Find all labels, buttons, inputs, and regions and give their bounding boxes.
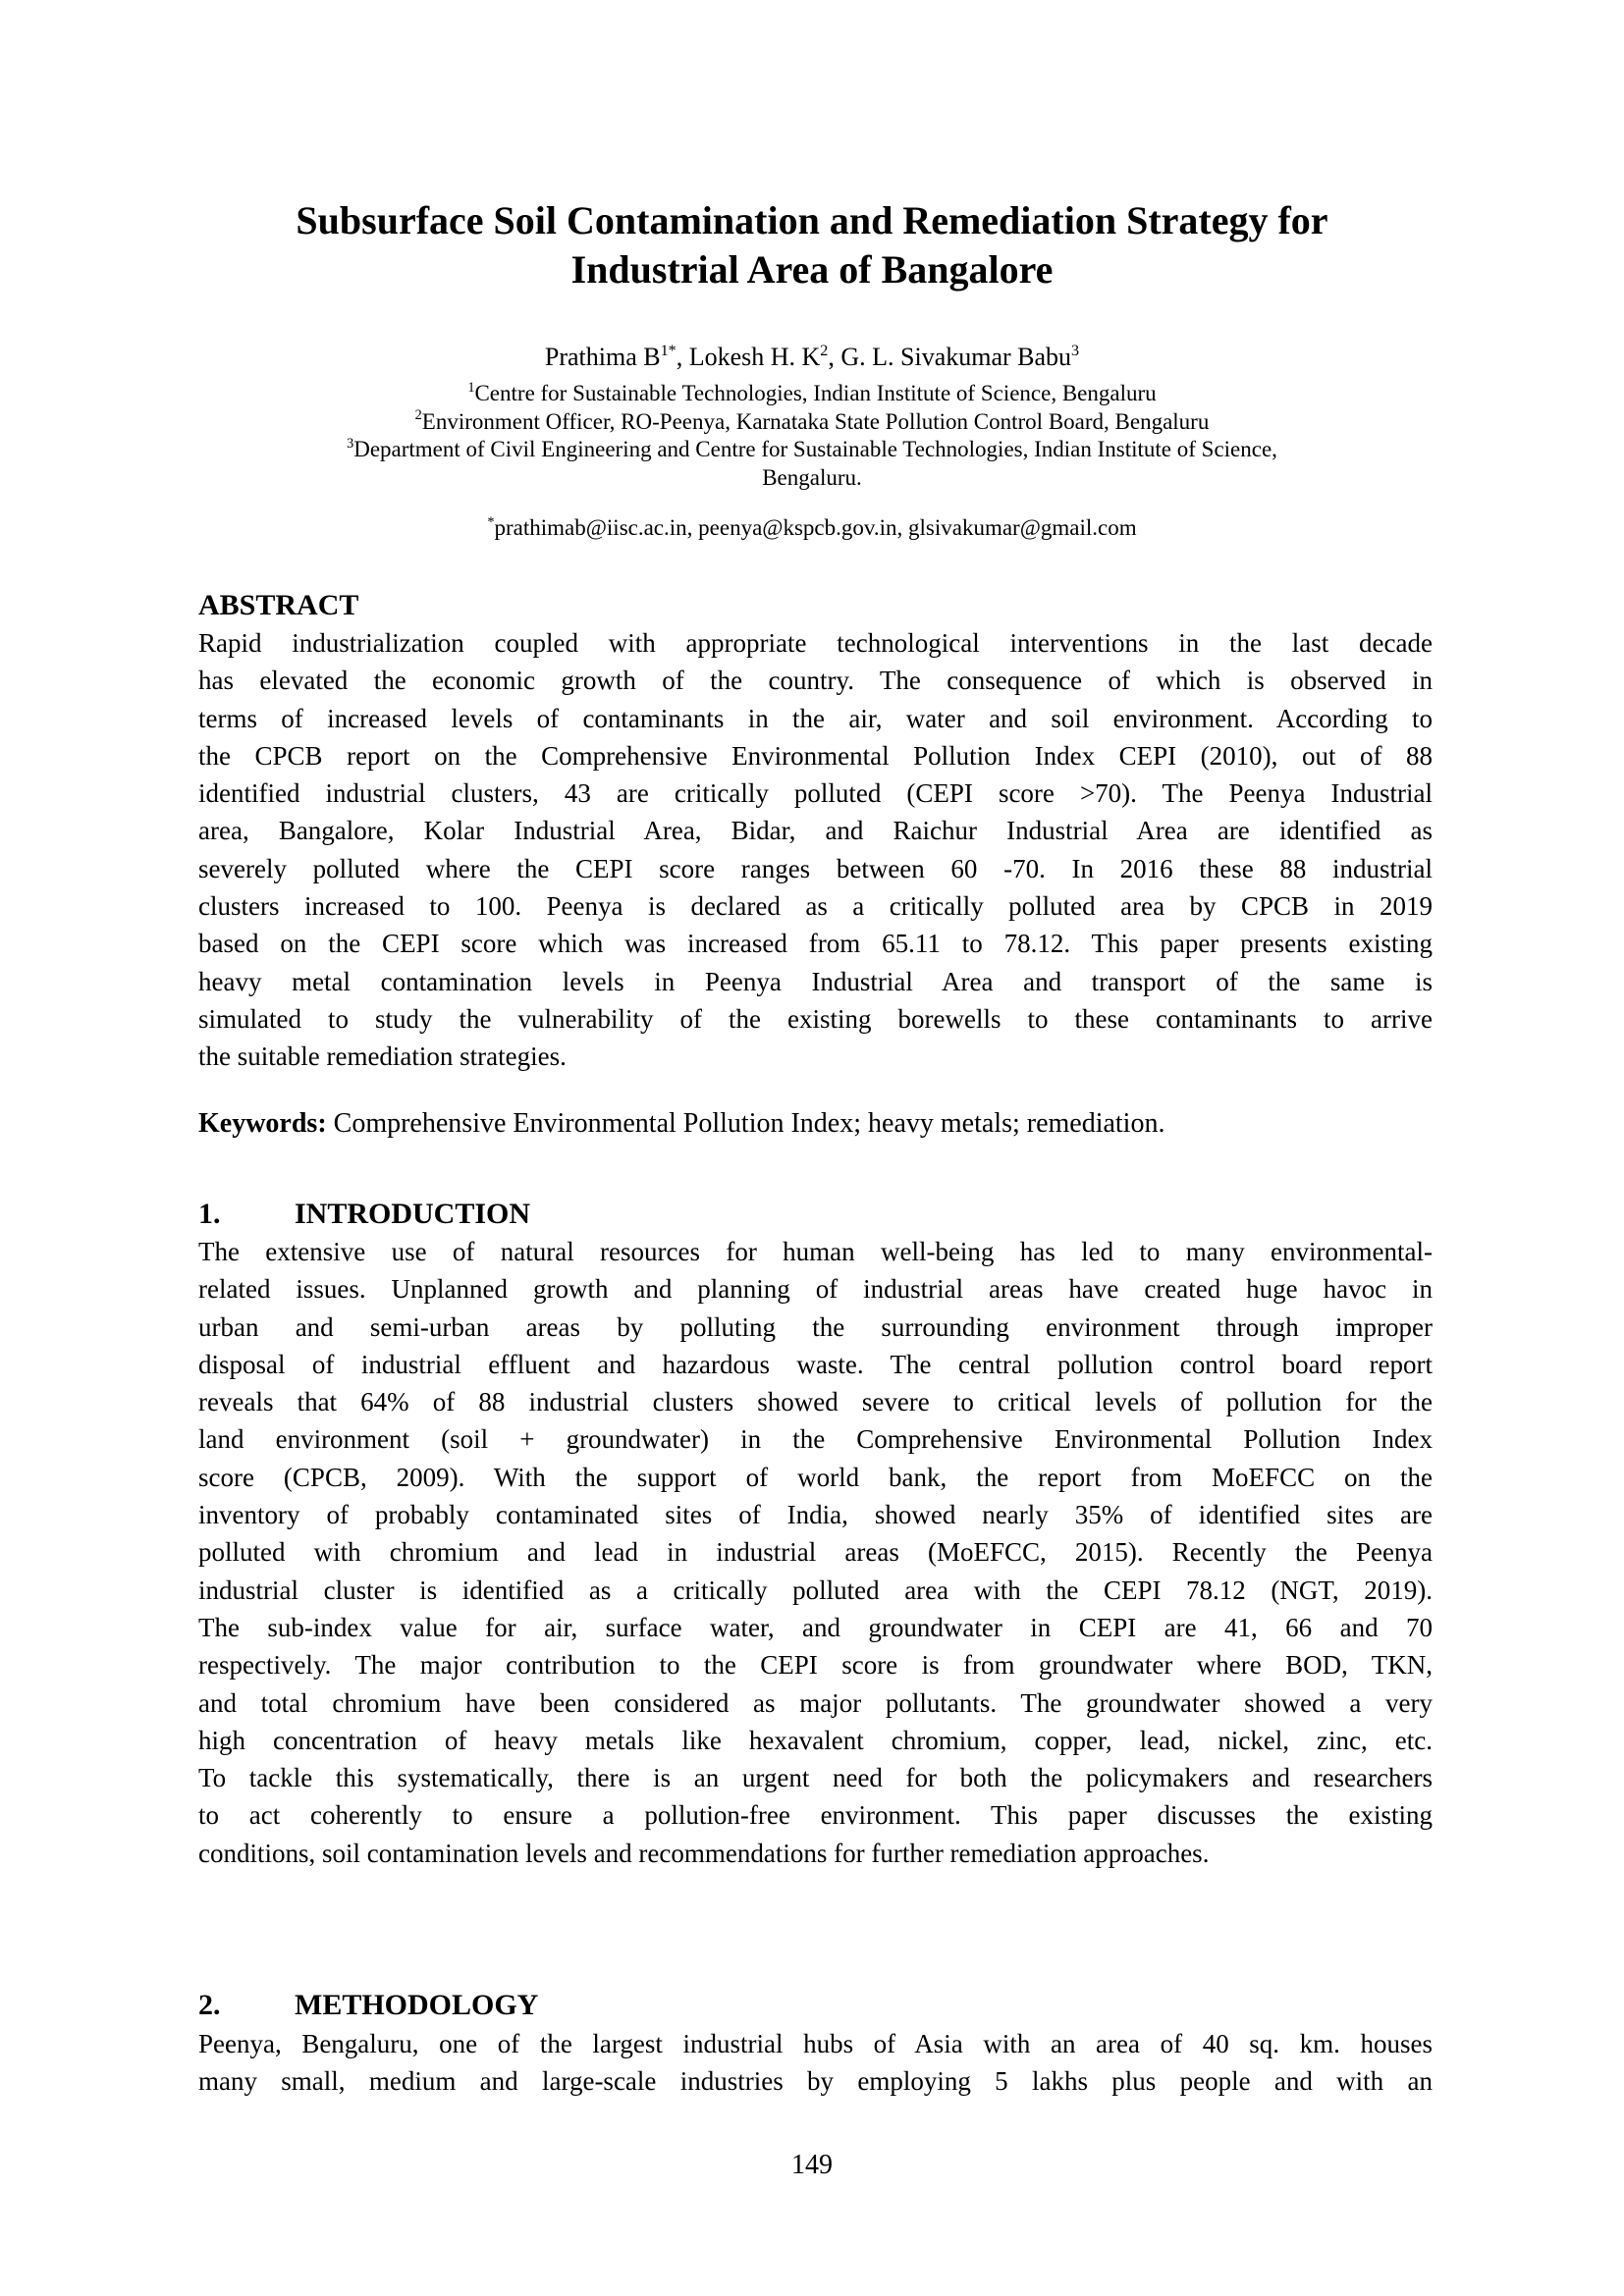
author-name: Lokesh H. K (688, 343, 821, 371)
paragraph-line: to act coherently to ensure a pollution-free environment. This paper discusses the existing (198, 1800, 1433, 1831)
keywords (198, 1106, 1164, 1142)
paragraph-line: identified industrial clusters, 43 are critically polluted (CEPI score >70). The Peenya Industrial (198, 778, 1433, 809)
paragraph-line: score (CPCB, 2009). With the support of world bank, the report from MoEFCC on the (198, 1462, 1433, 1492)
paragraph-line: the CPCB report on the Comprehensive Environmental Pollution Index CEPI (2010), out of 88 (198, 740, 1433, 771)
paragraph-line: the suitable remediation strategies. (198, 1041, 567, 1072)
paragraph-line: The extensive use of natural resources for human well-being has led to many environmental- (198, 1237, 1433, 1266)
affiliation-list (147, 380, 1477, 492)
email-superscript: * (487, 513, 495, 530)
methodology-heading (198, 1988, 538, 2023)
paragraph-line: inventory of probably contaminated sites of India, showed nearly 35% of identified sites are (198, 1500, 1433, 1530)
paragraph-line: polluted with chromium and lead in industrial areas (MoEFCC, 2015). Recently the Peenya (198, 1537, 1433, 1568)
paragraph-line: high concentration of heavy metals like hexavalent chromium, copper, lead, nickel, zinc, etc. (198, 1725, 1433, 1755)
paragraph-line: conditions, soil contamination levels and recommendations for further remediation approaches. (198, 1838, 1210, 1868)
author-separator: , (828, 343, 841, 371)
affiliation-text: Environment Officer, RO-Peenya, Karnataka State Pollution Control Board, Bengaluru (421, 408, 1210, 434)
paragraph-line: many small, medium and large-scale industries by employing 5 lakhs plus people and with an (198, 2066, 1433, 2097)
paragraph-line: based on the CEPI score which was increased from 65.11 to 78.12. This paper presents existing (198, 929, 1433, 959)
affiliation-superscript: 1 (467, 379, 475, 396)
paragraph-line: disposal of industrial effluent and hazardous waste. The central pollution control board report (198, 1349, 1433, 1379)
abstract-heading: ABSTRACT (198, 589, 359, 621)
paragraph-line: related issues. Unplanned growth and planning of industrial areas have created huge havoc in (198, 1274, 1433, 1305)
affiliation-continuation: Bengaluru. (762, 464, 862, 490)
author-superscript: 1* (660, 342, 677, 359)
paragraph-line: severely polluted where the CEPI score ranges between 60 -70. In 2016 these 88 industrial (198, 853, 1433, 883)
affiliation (147, 408, 1477, 437)
affiliation-superscript: 2 (414, 407, 422, 424)
title-line: Industrial Area of Bangalore (570, 247, 1054, 292)
paragraph-line: and total chromium have been considered as major pollutants. The groundwater showed a very (198, 1687, 1433, 1718)
section-number: 2. (198, 1989, 221, 2021)
affiliation (147, 436, 1477, 464)
title-line: Subsurface Soil Contamination and Remediation Strategy for (296, 198, 1328, 242)
paragraph-line: The sub-index value for air, surface water, and groundwater in CEPI are 41, 66 and 70 (198, 1612, 1433, 1642)
section-number: 1. (198, 1198, 221, 1230)
affiliation-text: Centre for Sustainable Technologies, Indian Institute of Science, Bengaluru (474, 381, 1157, 405)
paragraph-line: Peenya, Bengaluru, one of the largest industrial hubs of Asia with an area of 40 sq. km. houses (198, 2029, 1433, 2058)
introduction-body (198, 1233, 1433, 1872)
paragraph-line: has elevated the economic growth of the country. The consequence of which is observed in (198, 666, 1433, 696)
methodology-body (198, 2025, 1433, 2101)
paragraph-line: heavy metal contamination levels in Peenya Industrial Area and transport of the same is (198, 966, 1433, 996)
keywords-label: Keywords: (198, 1108, 327, 1139)
author-separator: , (676, 343, 689, 371)
author-name: Prathima B (544, 343, 661, 371)
paragraph-line: area, Bangalore, Kolar Industrial Area, Bidar, and Raichur Industrial Area are identified as (198, 816, 1433, 846)
paragraph-line: clusters increased to 100. Peenya is declared as a critically polluted area by CPCB in 2019 (198, 891, 1433, 922)
affiliation-text: Department of Civil Engineering and Centre for Sustainable Technologies, Indian Institute of Science, (353, 437, 1277, 461)
paragraph-line: Rapid industrialization coupled with appropriate technological interventions in the last decade (198, 628, 1433, 658)
paper-title (147, 196, 1477, 294)
section-title: METHODOLOGY (295, 1989, 539, 2021)
affiliation (147, 380, 1477, 408)
paragraph-line: respectively. The major contribution to the CEPI score is from groundwater where BOD, TKN, (198, 1650, 1433, 1681)
paragraph-line: To tackle this systematically, there is an urgent need for both the policymakers and researchers (198, 1763, 1433, 1793)
section-title: INTRODUCTION (295, 1198, 531, 1230)
introduction-heading (198, 1197, 530, 1232)
author-emails (147, 514, 1477, 542)
author-superscript: 2 (820, 342, 829, 359)
keywords-text: Comprehensive Environmental Pollution Index; heavy metals; remediation. (333, 1108, 1165, 1139)
author-list (147, 342, 1477, 373)
paragraph-line: land environment (soil + groundwater) in the Comprehensive Environmental Pollution Index (198, 1424, 1433, 1455)
email-text: prathimab@iisc.ac.in, peenya@kspcb.gov.in, glsivakumar@gmail.com (494, 515, 1137, 540)
author-name: G. L. Sivakumar Babu (840, 343, 1072, 371)
paragraph-line: reveals that 64% of 88 industrial clusters showed severe to critical levels of pollution for the (198, 1387, 1433, 1417)
paragraph-line: industrial cluster is identified as a critically polluted area with the CEPI 78.12 (NGT, 2019). (198, 1575, 1433, 1605)
paragraph-line: urban and semi-urban areas by polluting the surrounding environment through improper (198, 1311, 1433, 1342)
author-superscript: 3 (1071, 342, 1080, 359)
paragraph-line: simulated to study the vulnerability of the existing borewells to these contaminants to arrive (198, 1003, 1433, 1034)
affiliation-superscript: 3 (347, 435, 354, 452)
page-number: 149 (791, 2150, 833, 2180)
paragraph-line: terms of increased levels of contaminants in the air, water and soil environment. According to (198, 703, 1433, 733)
abstract-body (198, 624, 1433, 1076)
